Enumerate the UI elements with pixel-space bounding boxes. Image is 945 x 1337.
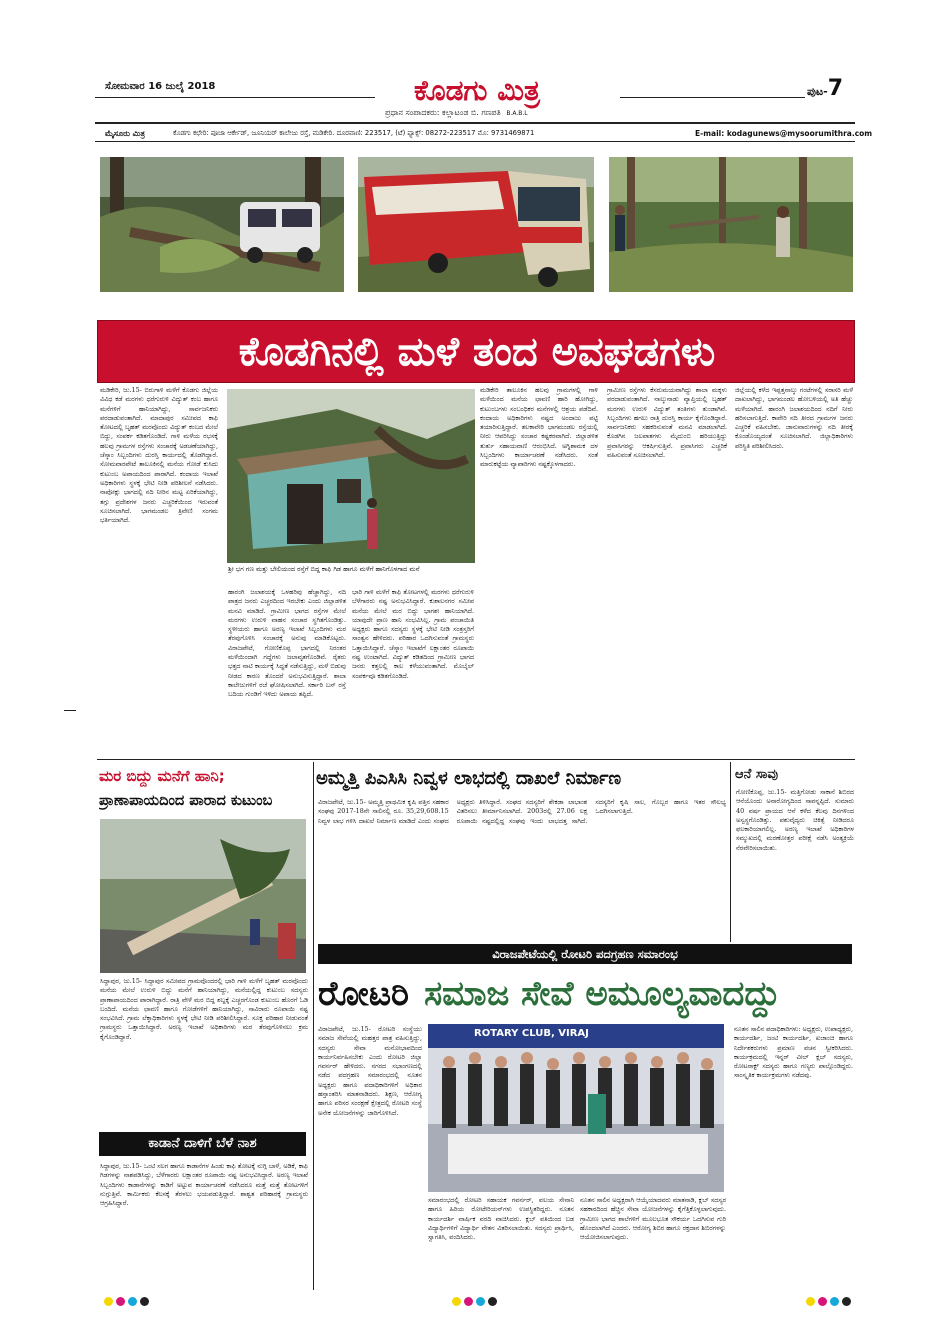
lead-col-1: ಮಡಿಕೇರಿ, ಜು.15- ಬಿರುಗಾಳಿ ಮಳೆಗೆ ಕೊಡಗು ಜಿಲ್ಲೆಯ ವಿವಿಧ ಕಡೆ ಮರಗಳು ಧರೆಗುರುಳಿ ವಿದ್ಯುತ್ ಕಂಬ ಹಾಗೂ ಮನೆಗಳಿಗೆ ಹಾನಿಯಾಗಿದ್ದು, ಸಾರ್ವಜನಿಕರು ಪರದಾಡುವಂತಾಗಿದೆ. ಮಾದಾಪುರ ಸಮೀಪದ ಕಾಫಿ ತೋಟದಲ್ಲಿ ಬೃಹತ್ ಮರವೊಂದು ವಿದ್ಯುತ್ ಕಂಬದ ಮೇಲೆ ಬಿದ್ದು, ಸಂಪರ್ಕ ಕಡಿತಗೊಂಡಿದೆ. ಗಾಳಿ ಮಳೆಯ ರಭಸಕ್ಕೆ ಹಲವು ಗ್ರಾಮಗಳ ರಸ್ತೆಗಳು ಸಂಚಾರಕ್ಕೆ ಅಡಚಣೆಯಾಗಿದ್ದು, ಚೆಸ್ಕಾಂ ಸಿಬ್ಬಂದಿಗಳು ದುರಸ್ತಿ ಕಾರ್ಯದಲ್ಲಿ ತೊಡಗಿದ್ದಾರೆ. ಸೋಮವಾರಪೇಟೆ ತಾಲೂಕಿನಲ್ಲಿ ಮನೆಯ ಗೋಡೆ ಕುಸಿದು ಕುಟುಂಬ ಅಪಾಯದಿಂದ ಪಾರಾಗಿದೆ. ಕಂದಾಯ ಇಲಾಖೆ ಅಧಿಕಾರಿಗಳು ಸ್ಥಳಕ್ಕೆ ಭೇಟಿ ನೀಡಿ ಪರಿಶೀಲನೆ ನಡೆಸಿದರು. ನಾಪೋಕ್ಲು ಭಾಗದಲ್ಲಿ ನದಿ ನೀರಿನ ಮಟ್ಟ ಏರಿಕೆಯಾಗಿದ್ದು, ತಗ್ಗು ಪ್ರದೇಶಗಳ ಜನರು ಎಚ್ಚರಿಕೆಯಿಂದ ಇರುವಂತೆ ಸೂಚಿಸಲಾಗಿದೆ. ಭಾಗಮಂಡಲ ತ್ರಿವೇಣಿ ಸಂಗಮ ಭರ್ತಿಯಾಗಿದೆ.	[100, 386, 218, 525]
lead-col-5: ಗ್ರಾಮೀಣ ರಸ್ತೆಗಳು ಕೆಸರುಮಯವಾಗಿದ್ದು ಶಾಲಾ ಮಕ್ಕಳು ಪರದಾಡುವಂತಾಗಿದೆ. ನಾಲ್ಕುನಾಡು ವ್ಯಾಪ್ತಿಯಲ್ಲಿ ಬೃಹತ್ ಮರಗಳು ಉರುಳಿ ವಿದ್ಯುತ್ ತಂತಿಗಳು ತುಂಡಾಗಿವೆ. ಸಿಬ್ಬಂದಿಗಳು ಹಗಲು ರಾತ್ರಿ ದುರಸ್ತಿ ಕಾರ್ಯ ಕೈಗೊಂಡಿದ್ದಾರೆ. ಸಾರ್ವಜನಿಕರು ಸಹಕರಿಸುವಂತೆ ಮನವಿ ಮಾಡಲಾಗಿದೆ. ಕೊಡಗಿನ ಜಲಪಾತಗಳು ಮೈದುಂಬಿ ಹರಿಯುತ್ತಿದ್ದು ಪ್ರವಾಸಿಗರನ್ನು ಆಕರ್ಷಿಸುತ್ತಿವೆ. ಪ್ರವಾಸಿಗರು ಎಚ್ಚರಿಕೆ ವಹಿಸುವಂತೆ ಸೂಚಿಸಲಾಗಿದೆ.	[607, 386, 727, 460]
photo-fallen-tree-van	[100, 157, 344, 292]
tree-story-kicker-box	[99, 765, 306, 787]
tree-story-kicker: ಮರ ಬಿದ್ದು ಮನೆಗೆ ಹಾನಿ;	[99, 767, 225, 785]
rotary-headline-part1: ರೋಟರಿ	[318, 974, 409, 1014]
masthead-editor	[385, 108, 528, 118]
photo-tree-on-house	[100, 819, 306, 973]
registration-dot-magenta-mid	[464, 1297, 473, 1306]
tree-story-headline-box	[99, 789, 306, 813]
masthead-rule-top	[95, 97, 375, 98]
lead-col-4: ಮಡಿಕೇರಿ ತಾಲೂಕಿನ ಹಲವು ಗ್ರಾಮಗಳಲ್ಲಿ ಗಾಳಿ ಮಳೆಯಿಂದ ಮನೆಯ ಛಾವಣಿ ಹಾರಿ ಹೋಗಿದ್ದು, ಕುಟುಂಬಗಳು ಸಂಬಂಧಿಕರ ಮನೆಗಳಲ್ಲಿ ಆಶ್ರಯ ಪಡೆದಿವೆ. ಕಂದಾಯ ಅಧಿಕಾರಿಗಳು ನಷ್ಟದ ಅಂದಾಜು ಪಟ್ಟಿ ತಯಾರಿಸುತ್ತಿದ್ದಾರೆ. ತಲಕಾವೇರಿ ಭಾಗಮಂಡಲ ರಸ್ತೆಯಲ್ಲಿ ನೀರು ಆವರಿಸಿದ್ದು ಸಂಚಾರ ಕಷ್ಟಕರವಾಗಿದೆ. ಜಿಲ್ಲಾಡಳಿತ ತುರ್ತು ಸಹಾಯವಾಣಿ ಆರಂಭಿಸಿದೆ. ಅಗ್ನಿಶಾಮಕ ದಳ ಸಿಬ್ಬಂದಿಗಳು ಕಾರ್ಯಾಚರಣೆ ನಡೆಸಿದರು. ಸಂತೆ ಮಾರುಕಟ್ಟೆಯ ವ್ಯಾಪಾರಿಗಳು ನಷ್ಟಕ್ಕೊಳಗಾದರು.	[480, 386, 598, 469]
rotary-col-3: ನೂತನ ಸಾಲಿನ ಅಧ್ಯಕ್ಷರಾಗಿ ಆಯ್ಕೆಯಾದವರು ಮಾತನಾಡಿ, ಕ್ಲಬ್ ಸದಸ್ಯರ ಸಹಕಾರದಿಂದ ಹೆಚ್ಚಿನ ಸೇವಾ ಯೋಜನೆಗಳನ್ನು ಕೈಗೆತ್ತಿಕೊಳ್ಳಲಾಗುವುದು. ಗ್ರಾಮೀಣ ಭಾಗದ ಶಾಲೆಗಳಿಗೆ ಮೂಲಭೂತ ಸೌಕರ್ಯ ಒದಗಿಸುವ ಗುರಿ ಹೊಂದಲಾಗಿದೆ ಎಂದರು. ಆರೋಗ್ಯ ಶಿಬಿರ ಹಾಗೂ ರಕ್ತದಾನ ಶಿಬಿರಗಳನ್ನು ಆಯೋಜಿಸಲಾಗುವುದು.	[580, 1196, 726, 1242]
info-email: E-mail: kodagunews@mysoorumithra.com	[695, 129, 873, 138]
pacs-headline-box	[316, 764, 726, 794]
registration-dot-cyan-mid	[476, 1297, 485, 1306]
photo-rotary-group-art	[428, 1024, 724, 1192]
rotary-col-4: ನೂತನ ಸಾಲಿನ ಪದಾಧಿಕಾರಿಗಳು: ಅಧ್ಯಕ್ಷರು, ಉಪಾಧ್ಯಕ್ಷರು, ಕಾರ್ಯದರ್ಶಿ, ಜಂಟಿ ಕಾರ್ಯದರ್ಶಿ, ಖಜಾಂಚಿ ಹಾಗೂ ನಿರ್ದೇಶಕರುಗಳು ಪ್ರಮಾಣ ವಚನ ಸ್ವೀಕರಿಸಿದರು. ಕಾರ್ಯಕ್ರಮದಲ್ಲಿ ಇನ್ನರ್ ವೀಲ್ ಕ್ಲಬ್ ಸದಸ್ಯರು, ರೋಟರಾಕ್ಟ್ ಸದಸ್ಯರು ಹಾಗೂ ಗಣ್ಯರು ಪಾಲ್ಗೊಂಡಿದ್ದರು. ಸಾಂಸ್ಕೃತಿಕ ಕಾರ್ಯಕ್ರಮಗಳು ನಡೆದವು.	[734, 1025, 853, 1080]
lead-col-2: ಹಾರಂಗಿ ಜಲಾಶಯಕ್ಕೆ ಒಳಹರಿವು ಹೆಚ್ಚಾಗಿದ್ದು, ನದಿ ಪಾತ್ರದ ಜನರು ಎಚ್ಚರದಿಂದ ಇರಬೇಕು ಎಂದು ಜಿಲ್ಲಾಡಳಿತ ಮನವಿ ಮಾಡಿದೆ. ಗ್ರಾಮೀಣ ಭಾಗದ ರಸ್ತೆಗಳ ಮೇಲೆ ಮರಗಳು ಉರುಳಿ ವಾಹನ ಸಂಚಾರ ಸ್ಥಗಿತಗೊಂಡಿತ್ತು. ಸ್ಥಳೀಯರು ಹಾಗೂ ಅರಣ್ಯ ಇಲಾಖೆ ಸಿಬ್ಬಂದಿಗಳು ಮರ ತೆರವುಗೊಳಿಸಿ ಸಂಚಾರಕ್ಕೆ ಅನುವು ಮಾಡಿಕೊಟ್ಟರು. ವಿರಾಜಪೇಟೆ, ಗೋಣಿಕೊಪ್ಪ ಭಾಗದಲ್ಲಿ ನಿರಂತರ ಮಳೆಯಿಂದಾಗಿ ಗದ್ದೆಗಳು ಜಲಾವೃತಗೊಂಡಿವೆ. ರೈತರು ಭತ್ತದ ನಾಟಿ ಕಾರ್ಯಕ್ಕೆ ಸಿದ್ಧತೆ ನಡೆಸುತ್ತಿದ್ದು, ಮಳೆ ಬಿಡುವು ನೀಡದ ಕಾರಣ ತೊಂದರೆ ಅನುಭವಿಸುತ್ತಿದ್ದಾರೆ. ಶಾಲಾ ಕಾಲೇಜುಗಳಿಗೆ ರಜೆ ಘೋಷಿಸಲಾಗಿದೆ. ಸರ್ಕಾರಿ ಬಸ್ ರಸ್ತೆ ಬದಿಯ ಗುಂಡಿಗೆ ಇಳಿದು ಅಪಾಯ ತಪ್ಪಿದೆ.	[228, 588, 346, 699]
registration-dot-yellow-mid	[452, 1297, 461, 1306]
masthead	[95, 76, 855, 124]
editor-name: ಪ್ರಧಾನ ಸಂಪಾದಕರು: ಕಲ್ಲಾಟಂಡ ಬಿ. ಗಣಪತಿ	[385, 108, 501, 117]
registration-dot-black-right	[842, 1297, 851, 1306]
divider-vertical-left	[313, 762, 314, 1290]
rotary-col-2: ಸಮಾರಂಭದಲ್ಲಿ ರೋಟರಿ ಸಹಾಯಕ ಗವರ್ನರ್, ವಲಯ ಸೇನಾನಿ ಹಾಗೂ ಹಿರಿಯ ರೋಟೇರಿಯನ್‌ಗಳು ಉಪಸ್ಥಿತರಿದ್ದರು. ನೂತನ ಕಾರ್ಯದರ್ಶಿ ವಾರ್ಷಿಕ ವರದಿ ವಾಚಿಸಿದರು. ಕ್ಲಬ್ ವತಿಯಿಂದ ಬಡ ವಿದ್ಯಾರ್ಥಿಗಳಿಗೆ ವಿದ್ಯಾರ್ಥಿ ವೇತನ ವಿತರಿಸಲಾಯಿತು. ಸದಸ್ಯರು ಪ್ರಾರ್ಥಿಸಿ, ಸ್ವಾಗತಿಸಿ, ವಂದಿಸಿದರು.	[428, 1196, 574, 1242]
registration-dot-cyan-right	[830, 1297, 839, 1306]
elephant-damage-headline-box	[99, 1132, 306, 1156]
elephant-damage-headline: ಕಾಡಾನೆ ದಾಳಿಗೆ ಬೆಳೆ ನಾಶ	[148, 1136, 257, 1151]
divider-lead-bottom	[97, 759, 855, 760]
page-number: 7	[827, 76, 844, 101]
photo-plantation-damage	[609, 157, 853, 292]
info-bar	[95, 126, 873, 142]
rotary-strap	[318, 944, 852, 964]
registration-dot-cyan	[128, 1297, 137, 1306]
masthead-title: ಕೊಡಗು ಮಿತ್ರ	[413, 74, 540, 107]
lead-col-6: ಜಿಲ್ಲೆಯಲ್ಲಿ ಕಳೆದ ಇಪ್ಪತ್ತನಾಲ್ಕು ಗಂಟೆಗಳಲ್ಲಿ ಸರಾಸರಿ ಮಳೆ ದಾಖಲಾಗಿದ್ದು, ಭಾಗಮಂಡಲ ಹೋಬಳಿಯಲ್ಲಿ ಅತಿ ಹೆಚ್ಚು ಮಳೆಯಾಗಿದೆ. ಹಾರಂಗಿ ಜಲಾಶಯದಿಂದ ನದಿಗೆ ನೀರು ಹರಿಸಲಾಗುತ್ತಿದೆ. ಕಾವೇರಿ ನದಿ ತೀರದ ಗ್ರಾಮಗಳ ಜನರು ಎಚ್ಚರಿಕೆ ವಹಿಸಬೇಕು. ಜಾನುವಾರುಗಳನ್ನು ನದಿ ತೀರಕ್ಕೆ ಕೊಂಡೊಯ್ಯದಂತೆ ಸೂಚಿಸಲಾಗಿದೆ. ಜಿಲ್ಲಾಧಿಕಾರಿಗಳು ಪರಿಸ್ಥಿತಿ ಪರಿಶೀಲಿಸಿದರು.	[735, 386, 853, 450]
elephant-damage-body: ಸಿದ್ದಾಪುರ, ಜು.15- ಒಂಟಿ ಸಲಗ ಹಾಗೂ ಕಾಡಾನೆಗಳ ಹಿಂಡು ಕಾಫಿ ತೋಟಕ್ಕೆ ನುಗ್ಗಿ ಬಾಳೆ, ಅಡಿಕೆ, ಕಾಫಿ ಗಿಡಗಳನ್ನು ನಾಶಪಡಿಸಿದ್ದು, ಬೆಳೆಗಾರರು ಲಕ್ಷಾಂತರ ರೂಪಾಯಿ ನಷ್ಟ ಅನುಭವಿಸಿದ್ದಾರೆ. ಅರಣ್ಯ ಇಲಾಖೆ ಸಿಬ್ಬಂದಿಗಳು ಕಾಡಾನೆಗಳನ್ನು ಕಾಡಿಗೆ ಅಟ್ಟುವ ಕಾರ್ಯಾಚರಣೆ ನಡೆಸಿದರೂ ಮತ್ತೆ ಮತ್ತೆ ತೋಟಗಳಿಗೆ ನುಗ್ಗುತ್ತಿವೆ. ಕಾರ್ಮಿಕರು ಕೆಲಸಕ್ಕೆ ತೆರಳಲು ಭಯಪಡುತ್ತಿದ್ದಾರೆ. ಶಾಶ್ವತ ಪರಿಹಾರಕ್ಕೆ ಗ್ರಾಮಸ್ಥರು ಆಗ್ರಹಿಸಿದ್ದಾರೆ.	[100, 1162, 308, 1208]
photo-plantation-damage-art	[609, 157, 853, 292]
photo-fallen-tree-van-art	[100, 157, 344, 292]
photo-damaged-house-art	[227, 389, 475, 563]
divider-vertical-right	[730, 762, 731, 942]
tree-story-body: ಸಿದ್ದಾಪುರ, ಜು.15- ಸಿದ್ದಾಪುರ ಸಮೀಪದ ಗ್ರಾಮವೊಂದರಲ್ಲಿ ಭಾರಿ ಗಾಳಿ ಮಳೆಗೆ ಬೃಹತ್ ಮರವೊಂದು ಮನೆಯ ಮೇಲೆ ಉರುಳಿ ಬಿದ್ದು ಮನೆಗೆ ಹಾನಿಯಾಗಿದ್ದು, ಮನೆಯಲ್ಲಿದ್ದ ಕುಟುಂಬ ಸದಸ್ಯರು ಪ್ರಾಣಾಪಾಯದಿಂದ ಪಾರಾಗಿದ್ದಾರೆ. ರಾತ್ರಿ ವೇಳೆ ಮರ ಬಿದ್ದ ಶಬ್ದಕ್ಕೆ ಎಚ್ಚರಗೊಂಡ ಕುಟುಂಬ ಹೊರಗೆ ಓಡಿ ಬಂದಿದೆ. ಮನೆಯ ಛಾವಣಿ ಹಾಗೂ ಗೋಡೆಗಳಿಗೆ ಹಾನಿಯಾಗಿದ್ದು, ಸಾವಿರಾರು ರೂಪಾಯಿ ನಷ್ಟ ಸಂಭವಿಸಿದೆ. ಗ್ರಾಮ ಲೆಕ್ಕಾಧಿಕಾರಿಗಳು ಸ್ಥಳಕ್ಕೆ ಭೇಟಿ ನೀಡಿ ಪರಿಶೀಲಿಸಿದ್ದಾರೆ. ಸೂಕ್ತ ಪರಿಹಾರ ನೀಡುವಂತೆ ಗ್ರಾಮಸ್ಥರು ಒತ್ತಾಯಿಸಿದ್ದಾರೆ. ಅರಣ್ಯ ಇಲಾಖೆ ಅಧಿಕಾರಿಗಳು ಮರ ತೆರವುಗೊಳಿಸಲು ಕ್ರಮ ಕೈಗೊಂಡಿದ್ದಾರೆ.	[100, 977, 308, 1041]
rotary-strap-text: ವಿರಾಜಪೇಟೆಯಲ್ಲಿ ರೋಟರಿ ಪದಗ್ರಹಣ ಸಮಾರಂಭ	[492, 947, 678, 961]
registration-dot-yellow	[104, 1297, 113, 1306]
rotary-headline-box	[318, 968, 854, 1020]
elephant-death-headline-box	[735, 764, 853, 786]
registration-dot-black	[140, 1297, 149, 1306]
photo-damaged-house	[227, 389, 475, 563]
photo-rotary-group	[428, 1024, 724, 1192]
info-brand: ಮೈಸೂರು ಮಿತ್ರ	[105, 129, 145, 138]
lead-headline: ಕೊಡಗಿನಲ್ಲಿ ಮಳೆ ತಂದ ಅವಘಡಗಳು	[238, 329, 716, 375]
registration-dot-yellow-right	[806, 1297, 815, 1306]
rotary-headline-part2: ಸಮಾಜ ಸೇವೆ ಅಮೂಲ್ಯವಾದದ್ದು	[424, 974, 781, 1014]
masthead-rule-bottom	[95, 122, 855, 124]
registration-dot-magenta	[116, 1297, 125, 1306]
pacs-headline: ಅಮ್ಮತ್ತಿ ಪಿಎಸಿಸಿ ನಿವ್ವಳ ಲಾಭದಲ್ಲಿ ದಾಖಲೆ ನಿರ್ಮಾಣ	[316, 768, 622, 789]
pacs-body: ವಿರಾಜಪೇಟೆ, ಜು.15- ಅಮ್ಮತ್ತಿ ಪ್ರಾಥಮಿಕ ಕೃಷಿ ಪತ್ತಿನ ಸಹಕಾರ ಸಂಘವು 2017-18ನೇ ಸಾಲಿನಲ್ಲಿ ರೂ. 35,29,608.15 ನಿವ್ವಳ ಲಾಭ ಗಳಿಸಿ ದಾಖಲೆ ನಿರ್ಮಾಣ ಮಾಡಿದೆ ಎಂದು ಸಂಘದ ಅಧ್ಯಕ್ಷರು ತಿಳಿಸಿದ್ದಾರೆ. ಸಂಘದ ಸದಸ್ಯರಿಗೆ ಶೇಕಡಾ ಲಾಭಾಂಶ ವಿತರಿಸಲು ತೀರ್ಮಾನಿಸಲಾಗಿದೆ. 2003ರಲ್ಲಿ 27.06 ಲಕ್ಷ ರೂಪಾಯಿ ನಷ್ಟದಲ್ಲಿದ್ದ ಸಂಘವು ಇಂದು ಲಾಭದತ್ತ ಸಾಗಿದೆ. ಸದಸ್ಯರಿಗೆ ಕೃಷಿ ಸಾಲ, ಗೊಬ್ಬರ ಹಾಗೂ ಇತರ ಸೌಲಭ್ಯ ಒದಗಿಸಲಾಗುತ್ತಿದೆ.	[318, 798, 726, 825]
registration-dot-black-mid	[488, 1297, 497, 1306]
lead-photo-caption: ಶ್ರೀ ಭಗ ಗಣ ಮತ್ತು ಬೇಲಿಯಂದ ರಸ್ತೆಗೆ ಬಿದ್ದ ಕಾಫಿ ಗಿಡ ಹಾಗೂ ಮಳೆಗೆ ಹಾನಿಗೊಳಗಾದ ಮನೆ	[228, 565, 420, 573]
lead-col-3: ಭಾರಿ ಗಾಳಿ ಮಳೆಗೆ ಕಾಫಿ ತೋಟಗಳಲ್ಲಿ ಮರಗಳು ಧರೆಗುರುಳಿ ಬೆಳೆಗಾರರು ನಷ್ಟ ಅನುಭವಿಸಿದ್ದಾರೆ. ಕುಶಾಲನಗರ ಸಮೀಪ ಮನೆಯ ಮೇಲೆ ಮರ ಬಿದ್ದು ಭಾಗಶಃ ಹಾನಿಯಾಗಿದೆ. ಯಾವುದೇ ಪ್ರಾಣ ಹಾನಿ ಸಂಭವಿಸಿಲ್ಲ. ಗ್ರಾಮ ಪಂಚಾಯಿತಿ ಅಧ್ಯಕ್ಷರು ಹಾಗೂ ಸದಸ್ಯರು ಸ್ಥಳಕ್ಕೆ ಭೇಟಿ ನೀಡಿ ಸಂತ್ರಸ್ತರಿಗೆ ಸಾಂತ್ವನ ಹೇಳಿದರು. ಪರಿಹಾರ ಒದಗಿಸುವಂತೆ ಗ್ರಾಮಸ್ಥರು ಒತ್ತಾಯಿಸಿದ್ದಾರೆ. ಚೆಸ್ಕಾಂ ಇಲಾಖೆಗೆ ಲಕ್ಷಾಂತರ ರೂಪಾಯಿ ನಷ್ಟ ಉಂಟಾಗಿದೆ. ವಿದ್ಯುತ್ ಕಡಿತದಿಂದ ಗ್ರಾಮೀಣ ಭಾಗದ ಜನರು ಕತ್ತಲಲ್ಲಿ ಕಾಲ ಕಳೆಯುವಂತಾಗಿದೆ. ಮೊಬೈಲ್ ಸಂಪರ್ಕವೂ ಕಡಿತಗೊಂಡಿದೆ.	[352, 588, 474, 680]
page-number-block	[807, 76, 843, 101]
photo-bus-ditch-art	[358, 157, 594, 292]
rotary-banner-text: ROTARY CLUB, VIRAJ	[474, 1028, 589, 1039]
elephant-death-body: ಗೋಣಿಕೊಪ್ಪ, ಜು.15- ಮತ್ತಿಗೋಡು ಸಾಕಾನೆ ಶಿಬಿರದ ಆನೆಯೊಂದು ಅನಾರೋಗ್ಯದಿಂದ ಸಾವನ್ನಪ್ಪಿದೆ. ಸುಮಾರು 40 ವರ್ಷ ಪ್ರಾಯದ ಆನೆ ಕಳೆದ ಕೆಲವು ದಿನಗಳಿಂದ ಅಸ್ವಸ್ಥಗೊಂಡಿತ್ತು. ಪಶುವೈದ್ಯರು ಚಿಕಿತ್ಸೆ ನೀಡಿದರೂ ಫಲಕಾರಿಯಾಗಲಿಲ್ಲ. ಅರಣ್ಯ ಇಲಾಖೆ ಅಧಿಕಾರಿಗಳ ಸಮ್ಮುಖದಲ್ಲಿ ಮರಣೋತ್ತರ ಪರೀಕ್ಷೆ ನಡೆಸಿ ಅಂತ್ಯಕ್ರಿಯೆ ನೆರವೇರಿಸಲಾಯಿತು.	[736, 788, 854, 852]
lead-headline-box	[97, 320, 855, 383]
margin-tick	[64, 710, 76, 711]
masthead-rule-right	[620, 97, 805, 98]
elephant-death-headline: ಆನೆ ಸಾವು	[735, 767, 778, 782]
editor-degree: B.A.B.L	[506, 110, 528, 117]
masthead-date: ಸೋಮವಾರ 16 ಜುಲೈ 2018	[105, 81, 216, 92]
page-label: ಪುಟ-	[807, 85, 828, 98]
photo-bus-ditch	[358, 157, 594, 292]
photo-tree-on-house-art	[100, 819, 306, 973]
info-address: ಕೊಡಗು ಕಛೇರಿ: ಪೂಜಾ ಆರ್ಕೇಡ್, ಜೂನಿಯರ್ ಕಾಲೇಜು ರಸ್ತೆ, ಮಡಿಕೇರಿ. ದೂರವಾಣಿ: 223517, (ಟೆ) ಫ್ಯಾಕ್ಸ್: 08272-223517 ಮೊ: 9731469871	[173, 129, 535, 137]
registration-dot-magenta-right	[818, 1297, 827, 1306]
rotary-col-1: ವಿರಾಜಪೇಟೆ, ಜು.15- ರೋಟರಿ ಸಂಸ್ಥೆಯು ಸಮಾಜ ಸೇವೆಯಲ್ಲಿ ಮಹತ್ತರ ಪಾತ್ರ ವಹಿಸುತ್ತಿದ್ದು, ಸದಸ್ಯರು ಸೇವಾ ಮನೋಭಾವದಿಂದ ಕಾರ್ಯನಿರ್ವಹಿಸಬೇಕು ಎಂದು ರೋಟರಿ ಜಿಲ್ಲಾ ಗವರ್ನರ್ ಹೇಳಿದರು. ನಗರದ ಸಭಾಂಗಣದಲ್ಲಿ ನಡೆದ ಪದಗ್ರಹಣ ಸಮಾರಂಭದಲ್ಲಿ ನೂತನ ಅಧ್ಯಕ್ಷರು ಹಾಗೂ ಪದಾಧಿಕಾರಿಗಳಿಗೆ ಅಧಿಕಾರ ಹಸ್ತಾಂತರಿಸಿ ಮಾತನಾಡಿದರು. ಶಿಕ್ಷಣ, ಆರೋಗ್ಯ ಹಾಗೂ ಪರಿಸರ ಸಂರಕ್ಷಣೆ ಕ್ಷೇತ್ರದಲ್ಲಿ ರೋಟರಿ ಸಂಸ್ಥೆ ಅನೇಕ ಯೋಜನೆಗಳನ್ನು ಜಾರಿಗೊಳಿಸಿದೆ.	[318, 1025, 422, 1117]
tree-story-headline: ಪ್ರಾಣಾಪಾಯದಿಂದ ಪಾರಾದ ಕುಟುಂಬ	[99, 793, 273, 809]
